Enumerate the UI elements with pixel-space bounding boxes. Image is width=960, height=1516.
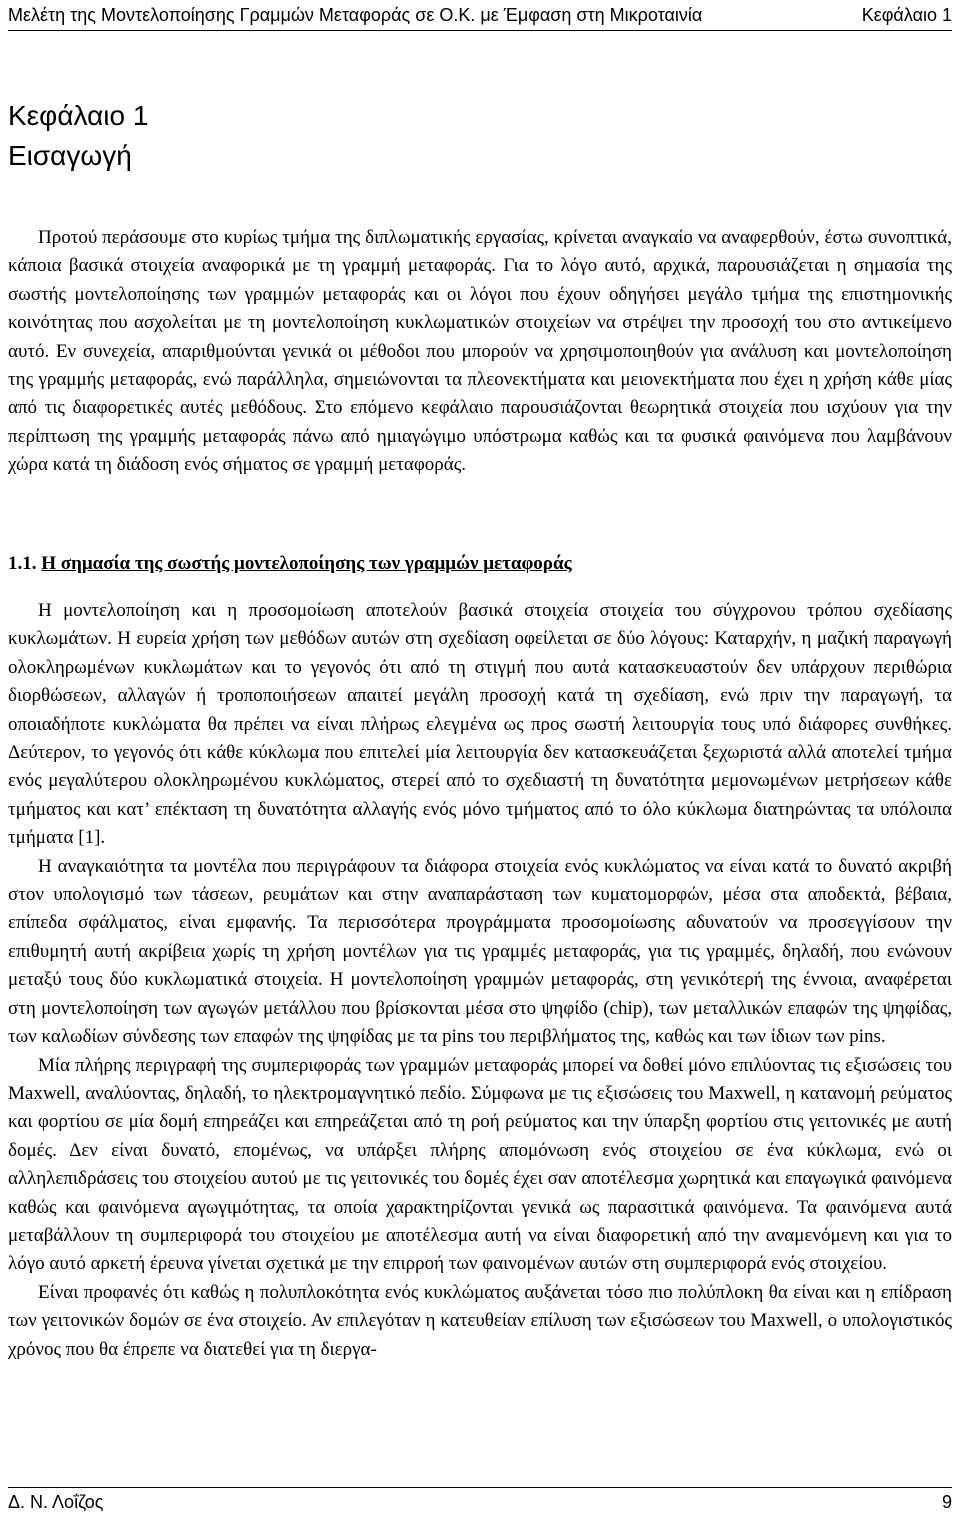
section-title: Η σημασία της σωστής μοντελοποίησης των γραμμών μεταφοράς	[41, 553, 572, 574]
body-paragraph: Η αναγκαιότητα τα μοντέλα που περιγράφουν τα διάφορα στοιχεία ενός κυκλώματος να είναι κατά το δυνατό ακριβή στον υπολογισμό των τάσεων, ρευμάτων και στην αναπαράσταση των κυματομορφών, μέσα στα αποδεκτά, βέβαια, επίπεδα σφάλματος, είναι εμφανής. Τα περισσότερα προγράμματα προσομοίωσης αδυνατούν να προσεγγίσουν την επιθυμητή αυτή ακρίβεια χωρίς τη χρήση μοντέλων για τις γραμμές μεταφοράς, για τις γραμμές, δηλαδή, που ενώνουν μεταξύ τους δύο κυκλωματικά στοιχεία. Η μοντελοποίηση γραμμών μεταφοράς, στη γενικότερή της έννοια, αναφέρεται στη μοντελοποίηση των αγωγών μετάλλου που βρίσκονται μέσα στο ψηφίδο (chip), των μεταλλικών επαφών της ψηφίδας, των καλωδίων σύνδεσης των επαφών της ψηφίδας με τα pins του περιβλήματος της, καθώς και των ίδιων των pins.	[8, 855, 952, 1048]
intro-section	[8, 224, 952, 480]
chapter-number: Κεφάλαιο 1	[8, 100, 149, 131]
intro-paragraph: Προτού περάσουμε στο κυρίως τμήμα της διπλωματικής εργασίας, κρίνεται αναγκαίο να αναφερθούν, έστω συνοπτικά, κάποια βασικά στοιχεία αναφορικά με τη γραμμή μεταφοράς. Για το λόγο αυτό, αρχικά, παρουσιάζεται η σημασία της σωστής μοντελοποίησης των γραμμών μεταφοράς και οι λόγοι που έχουν οδηγήσει μεγάλο τμήμα της επιστημονικής κοινότητας που ασχολείται με τη μοντελοποίηση κυκλωματικών στοιχείων να στρέψει την προσοχή του στο αντικείμενο αυτό. Εν συνεχεία, απαριθμούνται γενικά οι μέθοδοι που μπορούν να χρησιμοποιηθούν για ανάλυση και μοντελοποίηση της γραμμής μεταφοράς, ενώ παράλληλα, σημειώνονται τα πλεονεκτήματα και μειονεκτήματα που έχει η χρήση κάθε μίας από τις διαφορετικές αυτές μεθόδους. Στο επόμενο κεφάλαιο παρουσιάζονται θεωρητικά στοιχεία που ισχύουν για την περίπτωση της γραμμής μεταφοράς πάνω από ημιαγώγιμο υπόστρωμα καθώς και τα φυσικά φαινόμενα που λαμβάνουν χώρα κατά τη διάδοση ενός σήματος σε γραμμή μεταφοράς.	[8, 227, 952, 476]
chapter-title: Εισαγωγή	[8, 140, 132, 171]
footer-author: Δ. Ν. Λοΐζος	[8, 1492, 104, 1512]
header-chapter-label: Κεφάλαιο 1	[861, 5, 952, 25]
section-heading	[8, 550, 572, 578]
footer-page-number: 9	[941, 1492, 952, 1512]
running-header	[8, 3, 952, 31]
body-paragraph: Η μοντελοποίηση και η προσομοίωση αποτελούν βασικά στοιχεία στοιχεία του σύγχρονου τρόπου σχεδίασης κυκλωμάτων. Η ευρεία χρήση των μεθόδων αυτών στη σχεδίαση οφείλεται σε δύο λόγους: Καταρχήν, η μαζική παραγωγή ολοκληρωμένων κυκλωμάτων και το γεγονός ότι από τη στιγμή που αυτά κατασκευαστούν δεν υπάρχουν περιθώρια διορθώσεων, αλλαγών ή τροποποιήσεων απαιτεί μεγάλη προσοχή κατά τη σχεδίαση, ενώ πριν την παραγωγή, τα οποιαδήποτε κυκλώματα θα πρέπει να είναι πλήρως ελεγμένα ως προς σωστή λειτουργία τους υπό διάφορες συνθήκες. Δεύτερον, το γεγονός ότι κάθε κύκλωμα που επιτελεί μία λειτουργία δεν κατασκευάζεται ξεχωριστά αλλά αποτελεί τμήμα ενός μεγαλύτερου ολοκληρωμένου κυκλώματος, στερεί από το σχεδιαστή τη δυνατότητα μεμονωμένων μετρήσεων κάθε τμήματος και κατ’ επέκταση τη δυνατότητα αλλαγής ενός μόνο τμήματος από το όλο κύκλωμα διατηρώντας τα υπόλοιπα τμήματα [1].	[8, 600, 952, 849]
section-body	[8, 597, 952, 1364]
chapter-heading	[8, 96, 148, 176]
body-paragraph: Είναι προφανές ότι καθώς η πολυπλοκότητα ενός κυκλώματος αυξάνεται τόσο πιο πολύπλοκη θα είναι και η επίδραση των γειτονικών δομών σε ένα στοιχείο. Αν επιλεγόταν η κατευθείαν επίλυση των εξισώσεων του Maxwell, ο υπολογιστικός χρόνος που θα έπρεπε να διατεθεί για τη διεργα-	[8, 1281, 952, 1360]
section-number: 1.1.	[8, 553, 37, 574]
body-paragraph: Μία πλήρης περιγραφή της συμπεριφοράς των γραμμών μεταφοράς μπορεί να δοθεί μόνο επιλύοντας τις εξισώσεις του Maxwell, αναλύοντας, δηλαδή, το ηλεκτρομαγνητικό πεδίο. Σύμφωνα με τις εξισώσεις του Maxwell, η κατανομή ρεύματος και φορτίου σε μία δομή επηρεάζει και επηρεάζεται από τη ροή ρεύματος και την ύπαρξη φορτίου στις γειτονικές με αυτή δομές. Δεν είναι δυνατό, επομένως, να υπάρξει πλήρης απομόνωση ενός στοιχείου σε ένα κύκλωμα, ενώ οι αλληλεπιδράσεις του στοιχείου αυτού με τις γειτονικές του δομές έχει σαν αποτέλεσμα χωρητικά και επαγωγικά φαινόμενα καθώς και φαινόμενα αγωγιμότητας, τα οποία χαρακτηρίζονται γενικά ως παρασιτικά φαινόμενα. Τα φαινόμενα αυτά μεταβάλλουν τη συμπεριφορά του στοιχείου με αποτέλεσμα αυτή να είναι διαφορετική από την αναμενόμενη και για το λόγο αυτό αρκετή έρευνα γίνεται σχετικά με την επιρροή των φαινομένων αυτών στη συμπεριφορά ενός στοιχείου.	[8, 1054, 952, 1275]
header-document-title: Μελέτη της Μοντελοποίησης Γραμμών Μεταφοράς σε Ο.Κ. με Έμφαση στη Μικροταινία	[8, 5, 703, 25]
running-footer	[8, 1487, 952, 1516]
